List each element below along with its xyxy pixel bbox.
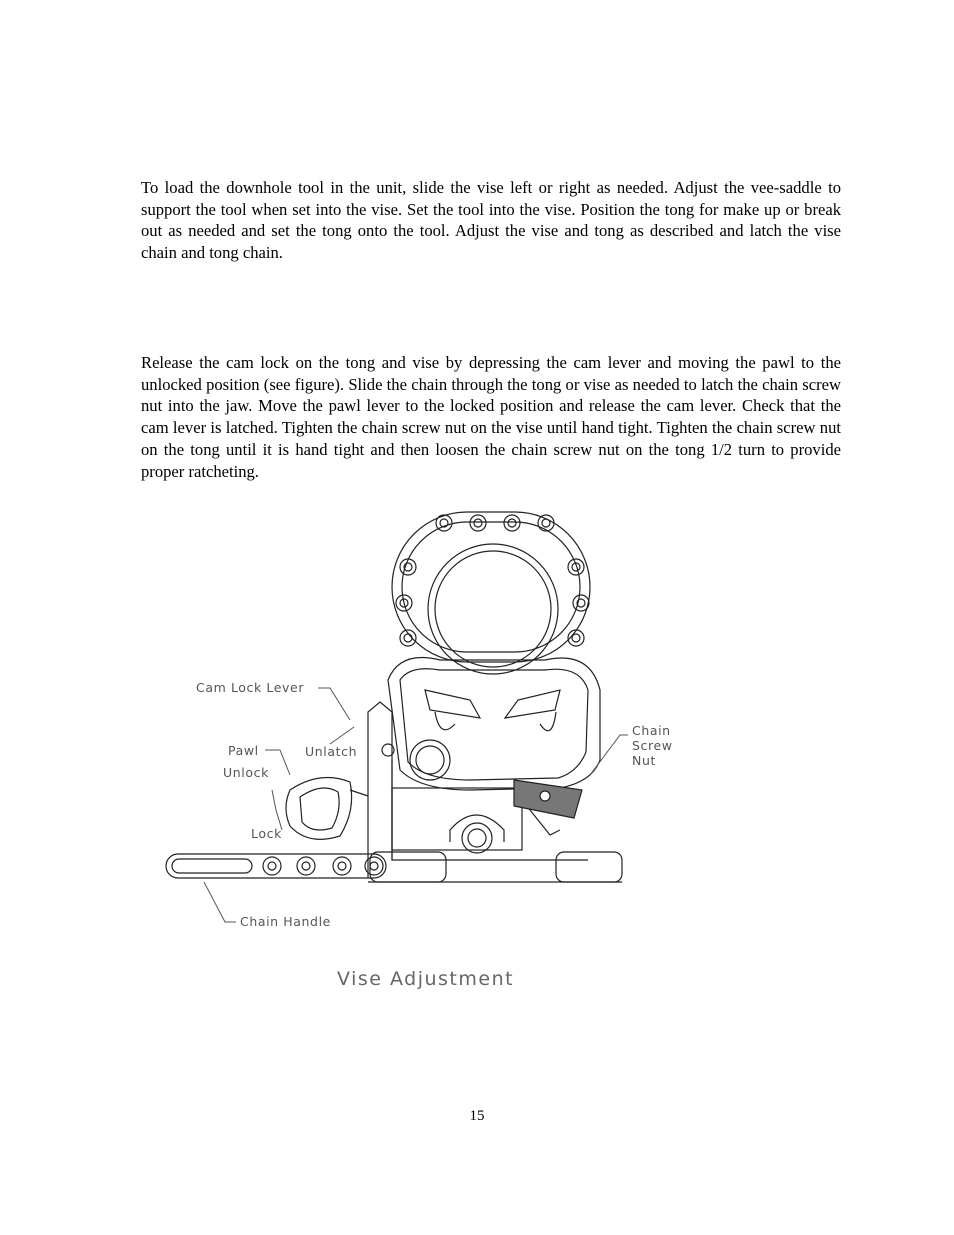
- chain-handle: [166, 854, 386, 878]
- chain-screw-nut: [514, 780, 582, 818]
- instruction-paragraph-cam-lock: Release the cam lock on the tong and vise by depressing the cam lever and moving the pawl to the unlocked position (see figure). Slide the chain through the tong or vise as needed to latch the chain screw nut into the jaw. Move the pawl lever to the locked position and release the cam lever. Check that the cam lever is latched. Tighten the chain screw nut on the vise until hand tight. Tighten the chain screw nut on the tong until it is hand tight and then loosen the chain screw nut on the tong 1/2 turn to provide proper ratcheting.: [141, 353, 841, 481]
- vise-frame: [368, 702, 622, 882]
- chain-links-top: [392, 512, 590, 662]
- callout-unlatch: Unlatch: [305, 744, 358, 759]
- page-number: 15: [469, 1108, 485, 1124]
- callout-pawl: Pawl: [228, 743, 259, 758]
- chain-pins: [396, 515, 589, 646]
- callout-chain-screw-nut-line1: Chain: [632, 723, 671, 738]
- vise-adjustment-figure: [150, 500, 680, 1000]
- pawl: [286, 778, 368, 840]
- callout-lock: Lock: [251, 826, 282, 841]
- downhole-tool-circle: [428, 544, 558, 674]
- figure-caption: Vise Adjustment: [337, 968, 515, 990]
- callout-cam-lock-lever: Cam Lock Lever: [196, 680, 305, 695]
- callout-unlock: Unlock: [223, 765, 269, 780]
- callout-chain-screw-nut-line3: Nut: [632, 753, 656, 768]
- callout-chain-screw-nut-line2: Screw: [632, 738, 673, 753]
- instruction-paragraph-loading: To load the downhole tool in the unit, slide the vise left or right as needed. Adjust the vee-saddle to support the tool when set into the vise. Set the tool into the vise. Position the tong for make up or break out as needed and set the tong onto the tool. Adjust the vise and tong as described and latch the vise chain and tong chain.: [141, 178, 841, 263]
- callout-chain-handle: Chain Handle: [240, 914, 331, 929]
